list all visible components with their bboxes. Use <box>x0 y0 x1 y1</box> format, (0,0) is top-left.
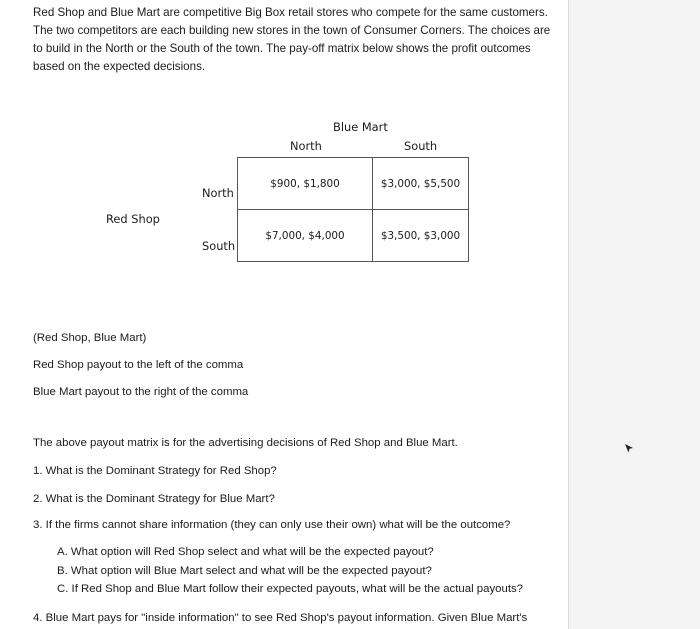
row-header-north: North <box>202 186 234 200</box>
legend-line-2: Red Shop payout to the left of the comma <box>33 359 244 371</box>
matrix-row-south <box>238 210 469 262</box>
matrix-row-north <box>238 158 469 210</box>
questions-intro: The above payout matrix is for the advertising decisions of Red Shop and Blue Mart. <box>33 437 458 449</box>
legend-line-1: (Red Shop, Blue Mart) <box>33 332 147 344</box>
intro-paragraph: Red Shop and Blue Mart are competitive Big Box retail stores who compete for the same customers. The two competitors are each building new stores in the town of Consumer Corners. The choices are to build in the North or the South of the town. The pay-off matrix below shows the profit outcomes based on the expected decisions. <box>33 6 551 73</box>
column-header-north: North <box>290 139 322 153</box>
question-3c: C. If Red Shop and Blue Mart follow their expected payouts, what will be the actual payouts? <box>57 583 524 595</box>
cell-south-south: $3,500, $3,000 <box>373 210 469 262</box>
question-1: 1. What is the Dominant Strategy for Red Shop? <box>33 465 277 477</box>
question-3a: A. What option will Red Shop select and what will be the expected payout? <box>57 546 434 558</box>
row-player-label: Red Shop <box>106 212 160 226</box>
cell-north-north: $900, $1,800 <box>238 158 373 210</box>
mouse-pointer-icon <box>624 443 634 453</box>
cell-south-north: $7,000, $4,000 <box>238 210 373 262</box>
legend-line-3: Blue Mart payout to the right of the comma <box>33 386 249 398</box>
question-2: 2. What is the Dominant Strategy for Blue Mart? <box>33 493 275 505</box>
column-player-label: Blue Mart <box>333 120 388 134</box>
row-header-south: South <box>202 239 236 253</box>
question-3: 3. If the firms cannot share information (they can only use their own) what will be the outcome? <box>33 519 511 531</box>
cell-north-south: $3,000, $5,500 <box>373 158 469 210</box>
question-4: 4. Blue Mart pays for "inside information" to see Red Shop's payout information. Given Blue Mart's <box>33 612 528 624</box>
question-3b: B. What option will Blue Mart select and what will be the expected payout? <box>57 565 432 577</box>
column-header-south: South <box>404 139 438 153</box>
payoff-matrix <box>237 157 469 262</box>
